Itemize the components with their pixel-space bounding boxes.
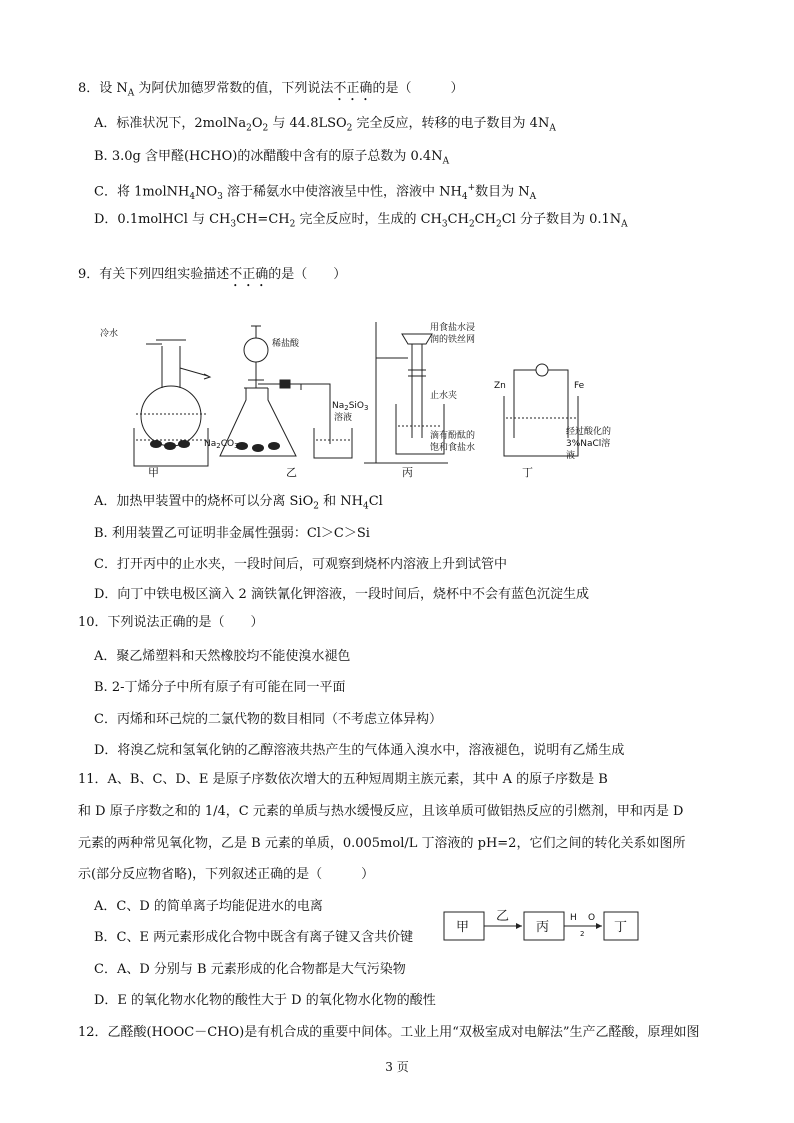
label-na2sio3: $Na_2SiO_3$: [332, 401, 369, 412]
label-bing: 丙: [402, 466, 413, 478]
q11-option-d: D．E 的氧化物水化物的酸性大于 D 的氧化物水化物的酸性: [94, 993, 436, 1008]
flow-arrow-2-sub: 2: [580, 930, 585, 938]
label-phenol-2: 饱和食盐水: [430, 443, 476, 453]
label-yi: 乙: [286, 466, 297, 478]
label-ding: 丁: [522, 466, 533, 478]
q11-option-c: C．A、D 分别与 B 元素形成的化合物都是大气污染物: [94, 962, 406, 977]
flow-arrow-2-h: H: [570, 913, 577, 923]
label-dilute-hcl: 稀盐酸: [272, 339, 300, 349]
label-na2co3: $Na_2CO_3$: [204, 439, 239, 450]
label-jia: 甲: [148, 466, 159, 478]
label-zn: Zn: [494, 381, 506, 391]
label-nacl-2: 3%NaCl溶: [566, 439, 611, 449]
q8-option-c: C．将 $1molNH_4NO_3$ 溶于稀氨水中使溶液呈中性，溶液中 $NH_4^+$数目为 $N_A$: [94, 183, 537, 202]
label-nacl-1: 经过酸化的: [566, 427, 612, 437]
label-iron-wire-2: 润的铁丝网: [430, 335, 476, 345]
label-iron-wire-1: 用食盐水浸: [430, 323, 476, 333]
q10-stem: 10．下列说法正确的是（ ）: [78, 615, 264, 630]
label-nacl-3: 液: [566, 451, 576, 461]
label-solution: 溶液: [334, 413, 353, 423]
q11-option-b: B．C、E 两元素形成化合物中既含有离子键又含共价键: [94, 930, 414, 945]
q8-option-d: D．0.1molHCl 与 $CH_3CH=CH_2$ 完全反应时，生成的 $CH_3CH_2CH_2Cl$ 分子数目为 $0.1N_A$: [94, 212, 628, 230]
experiment-apparatus-figure: [96, 318, 656, 478]
label-phenol-1: 滴有酚酞的: [430, 431, 476, 441]
q8-option-a: A．标准状况下，$2molNa_2O_2$ 与 $44.8LSO_2$ 完全反应，转移的电子数目为 $4N_A$: [94, 116, 556, 134]
flow-box-bing-label: 丙: [536, 920, 550, 935]
flow-arrow-2-o: O: [588, 913, 596, 923]
q9-stem: 9．有关下列四组实验描述不正确的是（ ）: [78, 267, 347, 282]
q8-stem: 8．设 $N_A$ 为阿伏加德罗常数的值，下列说法不正确的是（ ）: [78, 81, 464, 99]
q10-option-d: D．将溴乙烷和氢氧化钠的乙醇溶液共热产生的气体通入溴水中，溶液褪色，说明有乙烯生成: [94, 743, 625, 758]
flow-arrow-1-label: 乙: [496, 909, 510, 924]
q10-option-c: C．丙烯和环己烷的二氯代物的数目相同（不考虑立体异构）: [94, 712, 442, 727]
q11-stem-line-1: 11．A、B、C、D、E 是原子序数依次增大的五种短周期主族元素，其中 A 的原子序数是 B: [78, 772, 608, 787]
q12-stem-line-1: 12．乙醛酸(HOOC－CHO)是有机合成的重要中间体。工业上用“双极室成对电解法”生产乙醛酸，原理如图: [78, 1025, 700, 1040]
q10-option-b: B. 2-丁烯分子中所有原子有可能在同一平面: [94, 680, 346, 695]
q9-option-c: C．打开丙中的止水夹，一段时间后，可观察到烧杯内溶液上升到试管中: [94, 557, 507, 572]
q9-option-a: A．加热甲装置中的烧杯可以分离 SiO$_2$ 和 $NH_4Cl$: [94, 494, 383, 512]
label-fe: Fe: [574, 381, 585, 391]
label-clamp: 止水夹: [430, 391, 458, 401]
label-cold-water: 冷水: [100, 329, 119, 339]
q8-option-b: B. 3.0g 含甲醛(HCHO)的冰醋酸中含有的原子总数为 $0.4N_A$: [94, 149, 450, 167]
q11-stem-line-3: 元素的两种常见氧化物，乙是 B 元素的单质，0.005mol/L 丁溶液的 pH=2，它们之间的转化关系如图所: [78, 836, 686, 851]
q11-option-a: A．C、D 的简单离子均能促进水的电离: [94, 899, 323, 914]
q9-option-d: D．向丁中铁电极区滴入 2 滴铁氰化钾溶液，一段时间后，烧杯中不会有蓝色沉淀生成: [94, 587, 589, 602]
q9-option-b: B. 利用装置乙可证明非金属性强弱：Cl＞C＞Si: [94, 526, 370, 541]
flow-box-jia-label: 甲: [456, 920, 470, 935]
page-number: 3 页: [385, 1060, 409, 1074]
q11-stem-line-2: 和 D 原子序数之和的 1/4，C 元素的单质与热水缓慢反应，且该单质可做铝热反应的引燃剂，甲和丙是 D: [78, 804, 684, 819]
q11-conversion-diagram: [438, 906, 644, 946]
q11-stem-line-4: 示(部分反应物省略)，下列叙述正确的是（ ）: [78, 867, 375, 882]
flow-box-ding-label: 丁: [614, 920, 628, 935]
q10-option-a: A．聚乙烯塑料和天然橡胶均不能使溴水褪色: [94, 649, 351, 664]
